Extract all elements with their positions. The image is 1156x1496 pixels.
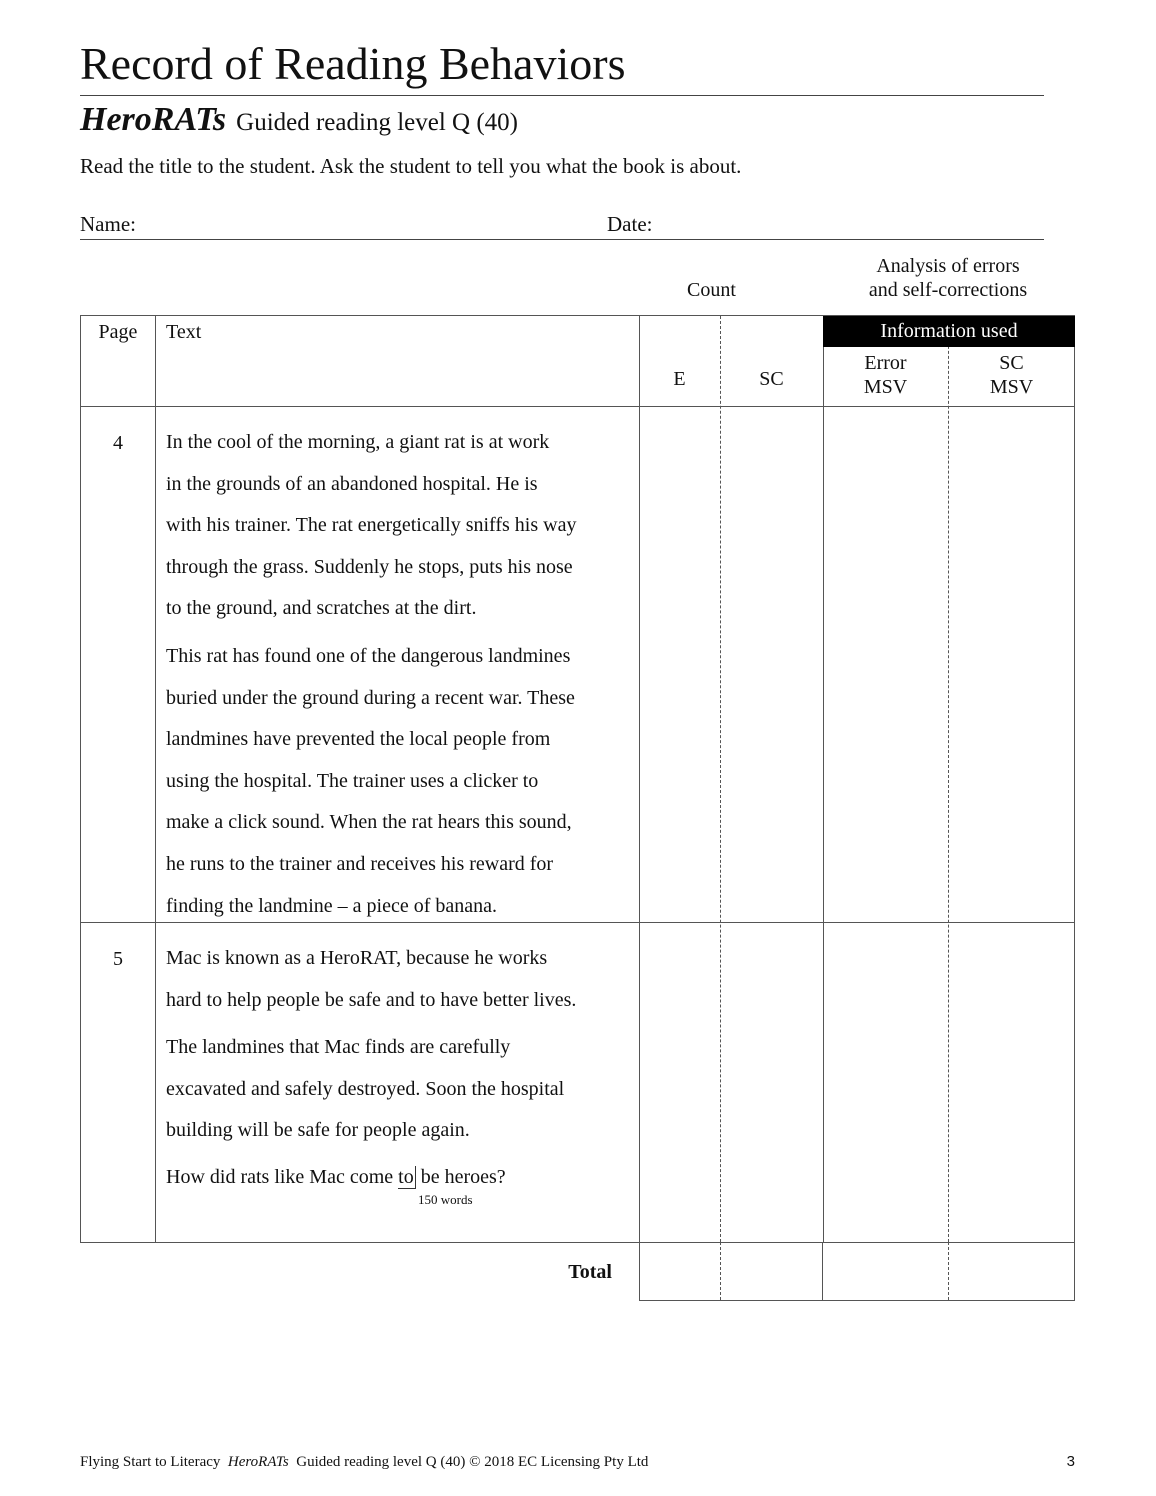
text-line: excavated and safely destroyed. Soon the hospital <box>166 1077 565 1100</box>
column-header-text: Text <box>166 321 202 343</box>
column-divider <box>155 316 156 1242</box>
text-line: he runs to the trainer and receives his reward for <box>166 852 554 875</box>
text-line: Mac is known as a HeroRAT, because he works <box>166 947 548 969</box>
word-count-marker: to <box>398 1166 414 1188</box>
column-header-sc-msv <box>948 351 1075 399</box>
text-line: make a click sound. When the rat hears this sound, <box>166 811 572 834</box>
text-line: through the grass. Suddenly he stops, puts his nose <box>166 555 573 578</box>
page-title: Record of Reading Behaviors <box>80 38 626 89</box>
column-divider <box>822 1242 823 1300</box>
text-line: The landmines that Mac finds are carefully <box>166 1036 511 1058</box>
book-title: HeroRATs <box>80 101 227 138</box>
page-number: 3 <box>1066 1453 1075 1470</box>
count-heading: Count <box>687 279 736 301</box>
text-line: in the grounds of an abandoned hospital. He is <box>166 472 538 495</box>
column-divider <box>823 316 824 1242</box>
text-line: In the cool of the morning, a giant rat is at work <box>166 431 550 453</box>
instruction-text: Read the title to the student. Ask the student to tell you what the book is about. <box>80 154 742 178</box>
sc-label: SC <box>999 352 1024 374</box>
analysis-heading <box>822 254 1074 302</box>
text-paragraph <box>166 422 576 630</box>
column-divider-dashed <box>948 316 949 1242</box>
column-header-error-msv <box>823 351 948 399</box>
name-label: Name: <box>80 212 136 236</box>
analysis-heading-line-1: Analysis of errors <box>876 255 1020 277</box>
text-fragment: How did rats like Mac come <box>166 1166 399 1188</box>
information-used-header: Information used <box>823 316 1075 347</box>
text-line: building will be safe for people again. <box>166 1119 470 1142</box>
footer-credit <box>80 1452 648 1472</box>
text-line: using the hospital. The trainer uses a clicker to <box>166 769 539 792</box>
text-line: landmines have prevented the local people from <box>166 728 551 751</box>
text-line: hard to help people be safe and to have better lives. <box>166 988 577 1011</box>
column-divider-dashed <box>720 316 721 1242</box>
column-header-page: Page <box>98 321 138 343</box>
column-header-e: E <box>673 368 686 390</box>
total-row <box>639 1242 1075 1301</box>
footer-series: Flying Start to Literacy <box>80 1454 221 1470</box>
text-line: with his trainer. The rat energetically sniffs his way <box>166 514 577 537</box>
text-paragraph <box>166 1027 564 1152</box>
error-label: Error <box>864 352 907 374</box>
title-divider <box>80 95 1044 96</box>
date-label: Date: <box>607 212 653 236</box>
msv-label: MSV <box>863 376 908 398</box>
page-number-cell: 4 <box>113 432 123 454</box>
word-count-note: 150 words <box>418 1192 473 1207</box>
text-line: finding the landmine – a piece of banana. <box>166 894 497 917</box>
subtitle <box>80 100 518 146</box>
column-divider-dashed <box>720 1242 721 1300</box>
text-line: buried under the ground during a recent war. These <box>166 686 575 709</box>
text-paragraph <box>166 938 576 1021</box>
total-label: Total <box>568 1261 612 1283</box>
column-header-sc: SC <box>759 368 784 390</box>
text-line: This rat has found one of the dangerous landmines <box>166 645 571 667</box>
reading-record-table <box>80 315 1075 1243</box>
page-number-cell: 5 <box>113 948 123 970</box>
column-divider <box>639 316 640 1242</box>
header-row-divider <box>81 406 1074 407</box>
name-date-line <box>80 239 1044 240</box>
text-paragraph <box>166 636 575 927</box>
footer-level: Guided reading level Q (40) © 2018 EC Licensing Pty Ltd <box>296 1454 649 1470</box>
text-line: to the ground, and scratches at the dirt. <box>166 597 477 620</box>
column-divider-dashed <box>948 1242 949 1300</box>
reading-level: Guided reading level Q (40) <box>236 109 518 136</box>
analysis-heading-line-2: and self-corrections <box>868 279 1028 301</box>
footer-book-title: HeroRATs <box>227 1454 289 1470</box>
msv-label: MSV <box>989 376 1034 398</box>
text-fragment: be heroes? <box>415 1166 506 1188</box>
